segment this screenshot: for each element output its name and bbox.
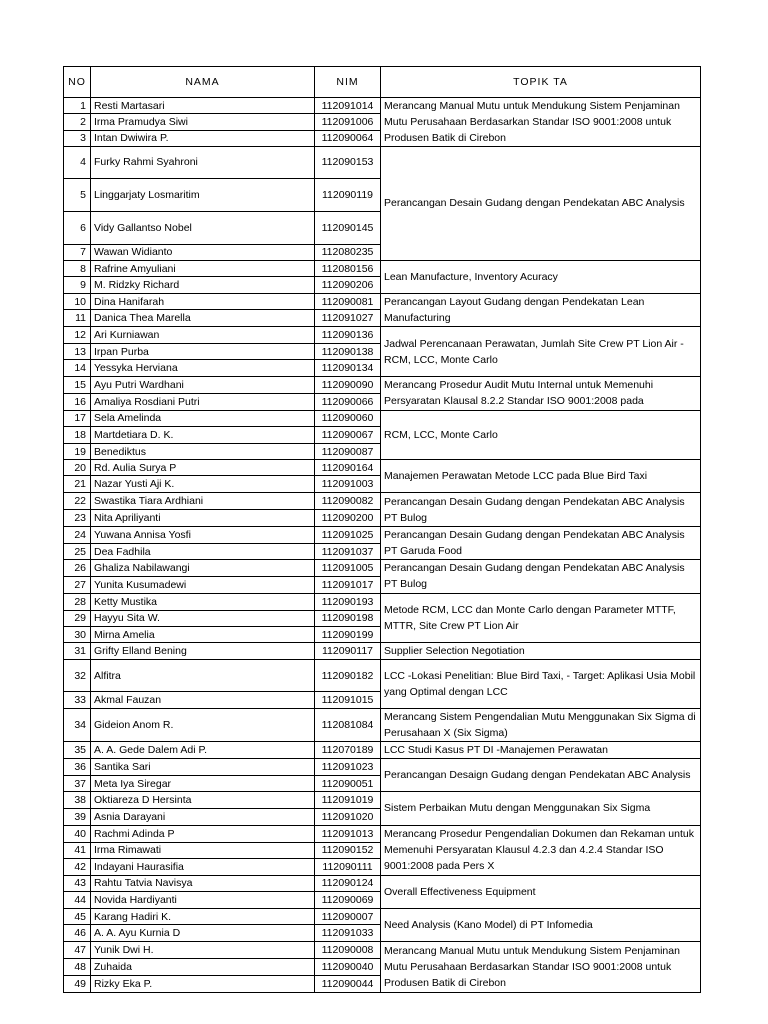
table-row [64,327,701,344]
cell-no: 48 [64,958,91,975]
cell-nim: 112090206 [315,277,381,294]
cell-no: 43 [64,875,91,892]
header-row [64,67,701,98]
cell-no: 33 [64,692,91,709]
cell-nama: Furky Rahmi Syahroni [91,147,315,179]
cell-nama: Sela Amelinda [91,410,315,426]
cell-nama: Nazar Yusti Aji K. [91,476,315,493]
cell-nama: Asnia Darayani [91,808,315,825]
cell-topik: Need Analysis (Kano Model) di PT Infomedia [381,909,701,942]
cell-no: 12 [64,327,91,344]
cell-nim: 112090182 [315,660,381,692]
cell-nim: 112090138 [315,344,381,360]
cell-topik: RCM, LCC, Monte Carlo [381,410,701,460]
table-row [64,493,701,510]
cell-nim: 112090007 [315,909,381,925]
table-row [64,660,701,692]
cell-no: 9 [64,277,91,294]
cell-topik: Merancang Manual Mutu untuk Mendukung Sistem Penjaminan Mutu Perusahaan Berdasarkan Standar ISO 9001:2008 untuk Produsen Batik di Cirebon [381,942,701,993]
table-row [64,593,701,610]
cell-nama: Ghaliza Nabilawangi [91,560,315,577]
table-row [64,942,701,959]
cell-no: 49 [64,975,91,992]
table-row [64,875,701,892]
cell-topik: Merancang Sistem Pengendalian Mutu Menggunakan Six Sigma di Perusahaan X (Six Sigma) [381,709,701,742]
cell-topik: Perancangan Desain Gudang dengan Pendekatan ABC Analysis PT Bulog [381,493,701,527]
cell-no: 8 [64,260,91,277]
cell-topik: Perancangan Desain Gudang dengan Pendekatan ABC Analysis [381,147,701,261]
cell-nim: 112090200 [315,510,381,527]
cell-nama: Nita Apriliyanti [91,510,315,527]
cell-no: 44 [64,892,91,909]
cell-nama: Oktiareza D Hersinta [91,792,315,809]
cell-no: 7 [64,244,91,260]
cell-nama: Indayani Haurasifia [91,858,315,875]
cell-nim: 112091017 [315,576,381,593]
cell-topik: LCC Studi Kasus PT DI -Manajemen Perawatan [381,742,701,759]
cell-topik: Manajemen Perawatan Metode LCC pada Blue Bird Taxi [381,460,701,493]
cell-nama: Irma Pramudya Siwi [91,114,315,130]
cell-nama: Santika Sari [91,759,315,776]
cell-nama: Rahtu Tatvia Navisya [91,875,315,892]
cell-nim: 112091006 [315,114,381,130]
cell-no: 22 [64,493,91,510]
table-row [64,742,701,759]
cell-nama: Karang Hadiri K. [91,909,315,925]
cell-topik: Merancang Prosedur Pengendalian Dokumen dan Rekaman untuk Memenuhi Persyaratan Klausul 4.2.3 dan 4.2.4 Standar ISO 9001:2008 pada Pers X [381,825,701,875]
cell-no: 36 [64,759,91,776]
cell-no: 26 [64,560,91,577]
cell-no: 40 [64,825,91,842]
cell-no: 35 [64,742,91,759]
cell-nim: 112090064 [315,130,381,146]
cell-nim: 112091025 [315,527,381,544]
cell-nama: Yuwana Annisa Yosfi [91,527,315,544]
cell-nim: 112091033 [315,925,381,942]
cell-nim: 112090134 [315,360,381,377]
cell-no: 39 [64,808,91,825]
cell-no: 3 [64,130,91,146]
cell-nim: 112090164 [315,460,381,476]
cell-nim: 112090199 [315,626,381,643]
table-row [64,147,701,179]
table-row [64,98,701,114]
cell-no: 4 [64,147,91,179]
cell-nama: Irma Rimawati [91,842,315,858]
cell-nim: 112090111 [315,858,381,875]
cell-nim: 112090008 [315,942,381,959]
table-row [64,792,701,809]
table-row [64,560,701,577]
cell-nim: 112081084 [315,709,381,742]
cell-nama: Ari Kurniawan [91,327,315,344]
cell-nim: 112080156 [315,260,381,277]
cell-nim: 112090124 [315,875,381,892]
cell-nim: 112090090 [315,377,381,394]
cell-nim: 112091013 [315,825,381,842]
cell-nim: 112090044 [315,975,381,992]
table-row [64,260,701,277]
cell-nim: 112080235 [315,244,381,260]
table-row [64,460,701,476]
cell-no: 47 [64,942,91,959]
cell-no: 15 [64,377,91,394]
cell-nama: Novida Hardiyanti [91,892,315,909]
cell-nama: Zuhaida [91,958,315,975]
cell-nama: Rachmi Adinda P [91,825,315,842]
cell-no: 46 [64,925,91,942]
cell-nim: 112090051 [315,776,381,792]
cell-topik: Perancangan Desain Gudang dengan Pendekatan ABC Analysis PT Bulog [381,560,701,594]
cell-no: 5 [64,178,91,211]
cell-nama: Swastika Tiara Ardhiani [91,493,315,510]
cell-nim: 112090136 [315,327,381,344]
cell-nama: Vidy Gallantso Nobel [91,211,315,244]
cell-nim: 112091003 [315,476,381,493]
cell-nama: Meta Iya Siregar [91,776,315,792]
cell-no: 24 [64,527,91,544]
table-row [64,527,701,544]
cell-nama: Dina Hanifarah [91,294,315,310]
cell-nim: 112091027 [315,310,381,327]
cell-nim: 112090067 [315,426,381,443]
cell-nama: Resti Martasari [91,98,315,114]
cell-topik: Metode RCM, LCC dan Monte Carlo dengan Parameter MTTF, MTTR, Site Crew PT Lion Air [381,593,701,643]
cell-nim: 112091014 [315,98,381,114]
table-row [64,709,701,742]
cell-no: 1 [64,98,91,114]
cell-nim: 112090082 [315,493,381,510]
table-row [64,825,701,842]
cell-topik: Perancangan Layout Gudang dengan Pendekatan Lean Manufacturing [381,294,701,327]
cell-nama: Benediktus [91,443,315,460]
cell-nama: Rd. Aulia Surya P [91,460,315,476]
cell-topik: Perancangan Desain Gudang dengan Pendekatan ABC Analysis PT Garuda Food [381,527,701,560]
cell-no: 23 [64,510,91,527]
cell-nim: 112090060 [315,410,381,426]
cell-nim: 112090117 [315,643,381,660]
cell-no: 37 [64,776,91,792]
cell-nama: Rafrine Amyuliani [91,260,315,277]
cell-no: 18 [64,426,91,443]
cell-nama: Irpan Purba [91,344,315,360]
cell-nama: Akmal Fauzan [91,692,315,709]
cell-no: 45 [64,909,91,925]
cell-no: 13 [64,344,91,360]
table-row [64,294,701,310]
cell-no: 2 [64,114,91,130]
cell-nama: Dea Fadhila [91,544,315,560]
header-nama: NAMA [91,67,315,98]
cell-nama: Gideion Anom R. [91,709,315,742]
cell-nama: A. A. Ayu Kurnia D [91,925,315,942]
cell-no: 31 [64,643,91,660]
cell-nama: Grifty Elland Bening [91,643,315,660]
header-no: NO [64,67,91,98]
cell-nim: 112091020 [315,808,381,825]
cell-no: 11 [64,310,91,327]
cell-nim: 112090087 [315,443,381,460]
cell-topik: Lean Manufacture, Inventory Acuracy [381,260,701,294]
cell-nama: Yunita Kusumadewi [91,576,315,593]
cell-nim: 112090119 [315,178,381,211]
table-row [64,909,701,925]
cell-nama: Rizky Eka P. [91,975,315,992]
cell-topik: Overall Effectiveness Equipment [381,875,701,909]
cell-no: 10 [64,294,91,310]
cell-nim: 112090145 [315,211,381,244]
table-row [64,410,701,426]
cell-topik: Jadwal Perencanaan Perawatan, Jumlah Site Crew PT Lion Air - RCM, LCC, Monte Carlo [381,327,701,377]
cell-nama: Ayu Putri Wardhani [91,377,315,394]
cell-nama: Hayyu Sita W. [91,610,315,626]
cell-no: 38 [64,792,91,809]
cell-nama: Yessyka Herviana [91,360,315,377]
cell-topik: Merancang Manual Mutu untuk Mendukung Sistem Penjaminan Mutu Perusahaan Berdasarkan Standar ISO 9001:2008 untuk Produsen Batik di Cirebon [381,98,701,147]
cell-no: 41 [64,842,91,858]
cell-nim: 112090152 [315,842,381,858]
cell-nama: Intan Dwiwira P. [91,130,315,146]
student-topic-table [63,66,701,993]
cell-no: 17 [64,410,91,426]
cell-nama: Alfitra [91,660,315,692]
cell-topik: LCC -Lokasi Penelitian: Blue Bird Taxi, - Target: Aplikasi Usia Mobil yang Optimal dengan LCC [381,660,701,709]
cell-no: 28 [64,593,91,610]
cell-nim: 112091023 [315,759,381,776]
table-body [64,98,701,993]
cell-nim: 112090069 [315,892,381,909]
cell-nim: 112090066 [315,393,381,410]
cell-no: 6 [64,211,91,244]
table-row [64,377,701,394]
cell-nim: 112090193 [315,593,381,610]
cell-no: 21 [64,476,91,493]
cell-nim: 112090153 [315,147,381,179]
cell-no: 30 [64,626,91,643]
header-topik: TOPIK TA [381,67,701,98]
cell-no: 25 [64,544,91,560]
cell-nim: 112091037 [315,544,381,560]
cell-no: 19 [64,443,91,460]
cell-no: 34 [64,709,91,742]
cell-no: 20 [64,460,91,476]
table-row [64,759,701,776]
cell-no: 32 [64,660,91,692]
cell-nama: Ketty Mustika [91,593,315,610]
cell-nim: 112090081 [315,294,381,310]
cell-no: 16 [64,393,91,410]
cell-nim: 112091005 [315,560,381,577]
cell-nama: Mirna Amelia [91,626,315,643]
cell-no: 27 [64,576,91,593]
header-nim: NIM [315,67,381,98]
cell-nim: 112091015 [315,692,381,709]
cell-no: 14 [64,360,91,377]
cell-topik: Sistem Perbaikan Mutu dengan Menggunakan Six Sigma [381,792,701,826]
cell-topik: Merancang Prosedur Audit Mutu Internal untuk Memenuhi Persyaratan Klausal 8.2.2 Standar ISO 9001:2008 pada [381,377,701,411]
cell-topik: Supplier Selection Negotiation [381,643,701,660]
cell-nim: 112090198 [315,610,381,626]
cell-nama: Wawan Widianto [91,244,315,260]
cell-nama: A. A. Gede Dalem Adi P. [91,742,315,759]
cell-no: 42 [64,858,91,875]
cell-nama: Martdetiara D. K. [91,426,315,443]
cell-nama: Yunik Dwi H. [91,942,315,959]
cell-nim: 112091019 [315,792,381,809]
cell-nama: Linggarjaty Losmaritim [91,178,315,211]
cell-nama: M. Ridzky Richard [91,277,315,294]
cell-nim: 112090040 [315,958,381,975]
cell-topik: Perancangan Desaign Gudang dengan Pendekatan ABC Analysis [381,759,701,792]
cell-no: 29 [64,610,91,626]
cell-nim: 112070189 [315,742,381,759]
cell-nama: Amaliya Rosdiani Putri [91,393,315,410]
cell-nama: Danica Thea Marella [91,310,315,327]
table-row [64,643,701,660]
